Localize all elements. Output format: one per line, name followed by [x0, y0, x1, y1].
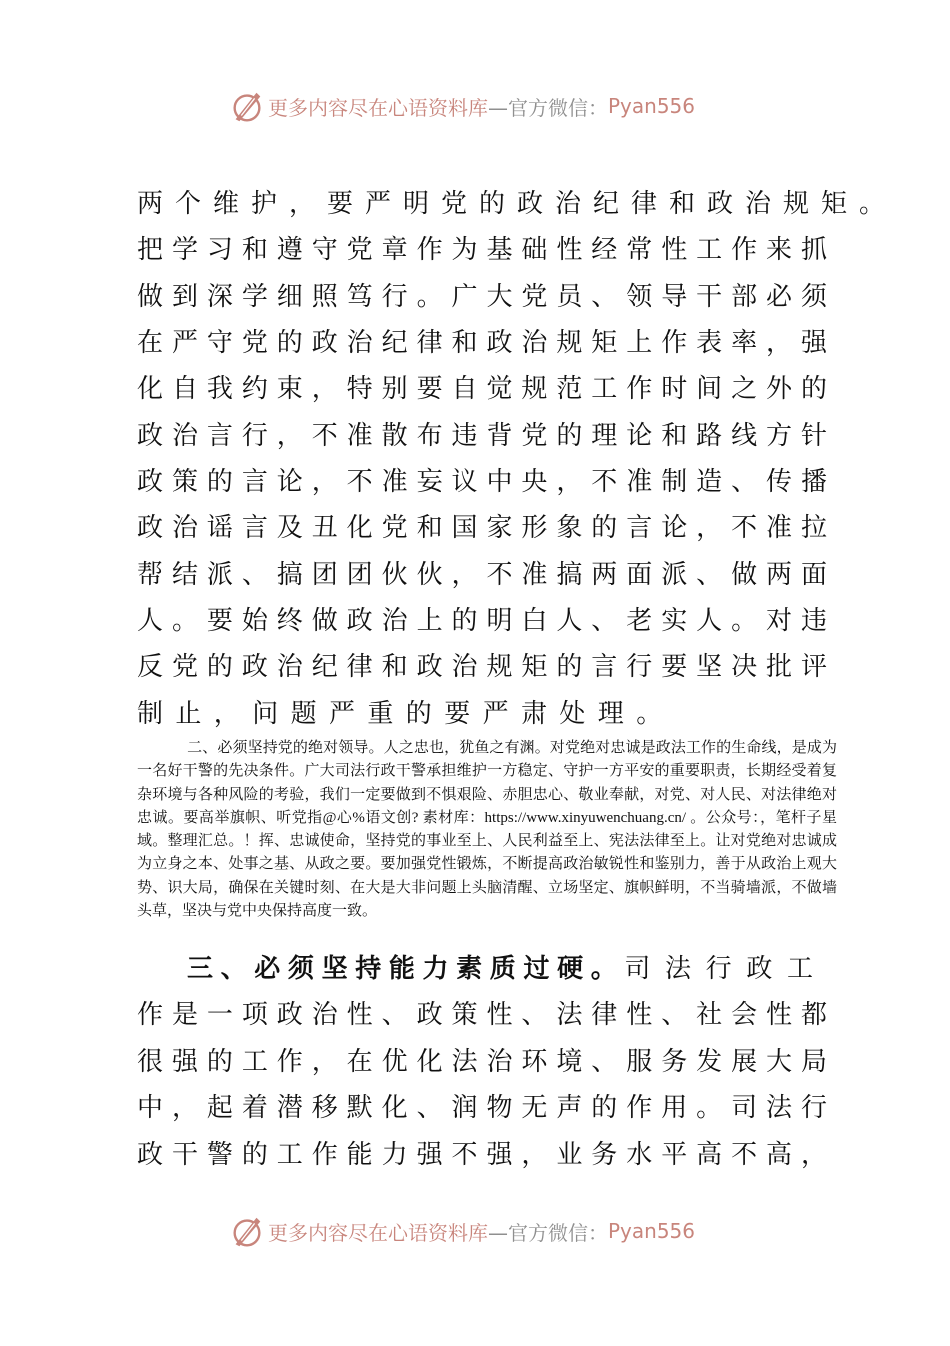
- banner-main-text: 更多内容尽在心语资料库: [268, 95, 488, 120]
- body-line: 政治谣言及丑化党和国家形象的言论，不准拉: [137, 513, 827, 543]
- section-three-heading: 三、必须坚持能力素质过硬。: [187, 954, 625, 984]
- section-two-paragraph: [137, 737, 837, 923]
- body-line: 帮结派、搞团团伙伙，不准搞两面派、做两面: [137, 560, 827, 590]
- body-line: 在严守党的政治纪律和政治规矩上作表率，强: [137, 328, 827, 358]
- section-three-first-line: [187, 946, 827, 992]
- quill-logo-icon: [228, 1212, 266, 1250]
- body-line: 作是一项政治性、政策性、法律性、社会性都: [137, 1000, 827, 1030]
- body-line: 政干警的工作能力强不强，业务水平高不高，: [137, 1140, 827, 1170]
- section-two-text: 二、必须坚持党的绝对领导。人之忠也，犹鱼之有渊。对党绝对忠诚是政法工作的生命线，是成为一名好干警的先决条件。广大司法行政干警承担维护一方稳定、守护一方平安的重要职责，长期经受着复杂环境与各种风险的考验，我们一定要做到不惧艰险、赤胆忠心、敬业奉献，对党、对人民、对法律绝对忠诚。要高举旗帜、听党指@心%语文创? 素材库：https://www.xinyuwenchuang.cn/ 。公众号：，笔杆子星域。整理汇总。！挥、忠诚使命，坚持党的事业至上、人民利益至上、宪法法律至上。让对党绝对忠诚成为立身之本、处事之基、从政之要。要加强党性锻炼，不断提高政治敏锐性和鉴别力，善于从政治上观大势、识大局，确保在关键时刻、在大是大非问题上头脑清醒、立场坚定、旗帜鲜明，不当骑墙派，不做墙头草，坚决与党中央保持高度一致。: [137, 740, 837, 920]
- footer-watermark-banner: [228, 1211, 748, 1251]
- body-line: 政策的言论，不准妄议中央，不准制造、传播: [137, 467, 827, 497]
- body-line: 制止，问题严重的要严肃处理。: [137, 699, 675, 729]
- banner-dash-text: —官方微信：: [488, 95, 608, 120]
- body-line: 做到深学细照笃行。广大党员、领导干部必须: [137, 282, 827, 312]
- section-three-first-line-rest: 司法行政工: [624, 954, 827, 984]
- body-line: 反党的政治纪律和政治规矩的言行要坚决批评: [137, 652, 827, 682]
- body-line: 人。要始终做政治上的明白人、老实人。对违: [137, 606, 827, 636]
- body-line: 把学习和遵守党章作为基础性经常性工作来抓: [137, 235, 827, 265]
- body-line: 很强的工作，在优化法治环境、服务发展大局: [137, 1047, 827, 1077]
- banner-wechat-id: Pyan556: [608, 1219, 696, 1243]
- body-line: 中，起着潜移默化、润物无声的作用。司法行: [137, 1093, 827, 1123]
- body-line: 化自我约束，特别要自觉规范工作时间之外的: [137, 374, 827, 404]
- body-line: 政治言行，不准散布违背党的理论和路线方针: [137, 421, 827, 451]
- header-watermark-banner: [228, 86, 748, 126]
- banner-main-text: 更多内容尽在心语资料库: [268, 1220, 488, 1245]
- banner-dash-text: —官方微信：: [488, 1220, 608, 1245]
- quill-logo-icon: [228, 87, 266, 125]
- body-line: 两个维护，要严明党的政治纪律和政治规矩。: [137, 189, 898, 219]
- banner-wechat-id: Pyan556: [608, 94, 696, 118]
